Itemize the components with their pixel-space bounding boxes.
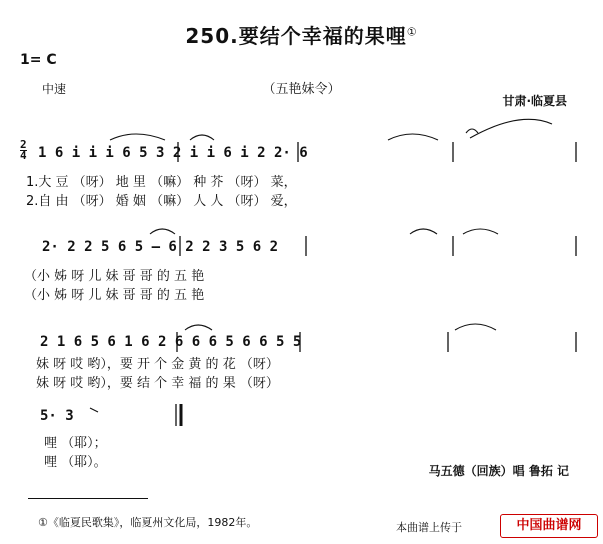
performer-credit: 马五德（回族）唱 鲁拓 记 [428,464,569,478]
slur [185,325,212,330]
slur [470,119,552,138]
notes-system-4: 5· 3 [40,408,74,424]
footnote-divider [28,498,148,499]
slur [388,134,438,140]
slur [110,134,165,140]
footnote-mark: ① [406,25,418,39]
lyrics-system-2-verse-1: （小 姊 呀 儿 妹 哥 哥 的 五 艳 [24,269,205,284]
time-sig-bottom: 4 [20,149,27,162]
key-signature: 1= C [20,52,57,68]
lyrics-system-1-verse-2: 2.自 由 （呀） 婚 姻 （嘛） 人 人 （呀） 爱， [26,194,297,209]
site-logo: 中国曲谱网 [500,514,598,538]
lyrics-system-1-verse-1: 1.大 豆 （呀） 地 里 （嘛） 种 芥 （呀） 菜， [26,175,297,190]
slur [150,229,175,234]
footnote: ①《临夏民歌集》，临夏州文化局，1982年。 [38,516,258,529]
song-subtitle: （五艳妹令） [262,82,341,97]
notes-system-1: 1 6 i i i 6 5 3 2 i i 6 i 2 2· 6 [38,145,308,161]
time-sig-top: 2 [20,138,27,151]
tempo-marking: 中速 [42,82,67,96]
lyrics-system-2-verse-2: （小 姊 呀 儿 妹 哥 哥 的 五 艳 [24,288,205,303]
lyrics-system-3-verse-1: 妹 呀 哎 哟），要 开 个 金 黄 的 花 （呀） [36,357,279,372]
slur [455,324,496,330]
fermata [466,129,478,133]
title-text: 250.要结个幸福的果哩 [185,24,407,48]
slur [190,135,214,140]
region-label: 甘肃·临夏县 [502,94,567,108]
lyrics-system-3-verse-2: 妹 呀 哎 哟），要 结 个 幸 福 的 果 （呀） [36,376,279,391]
notes-system-2: 2· 2 2 5 6 5 — 6 2 2 3 5 6 2 [42,239,279,255]
lyrics-system-4-verse-1: 哩 （耶）； [44,436,107,451]
notes-system-3: 2 1 6 5 6 1 6 2 6 6 6 5 6 6 5 5 [40,334,302,350]
upload-notice: 本曲谱上传于 [396,521,462,534]
glissando-mark [90,408,98,412]
slur [410,229,437,234]
lyrics-system-4-verse-2: 哩 （耶）。 [44,455,107,470]
slur [463,229,498,234]
